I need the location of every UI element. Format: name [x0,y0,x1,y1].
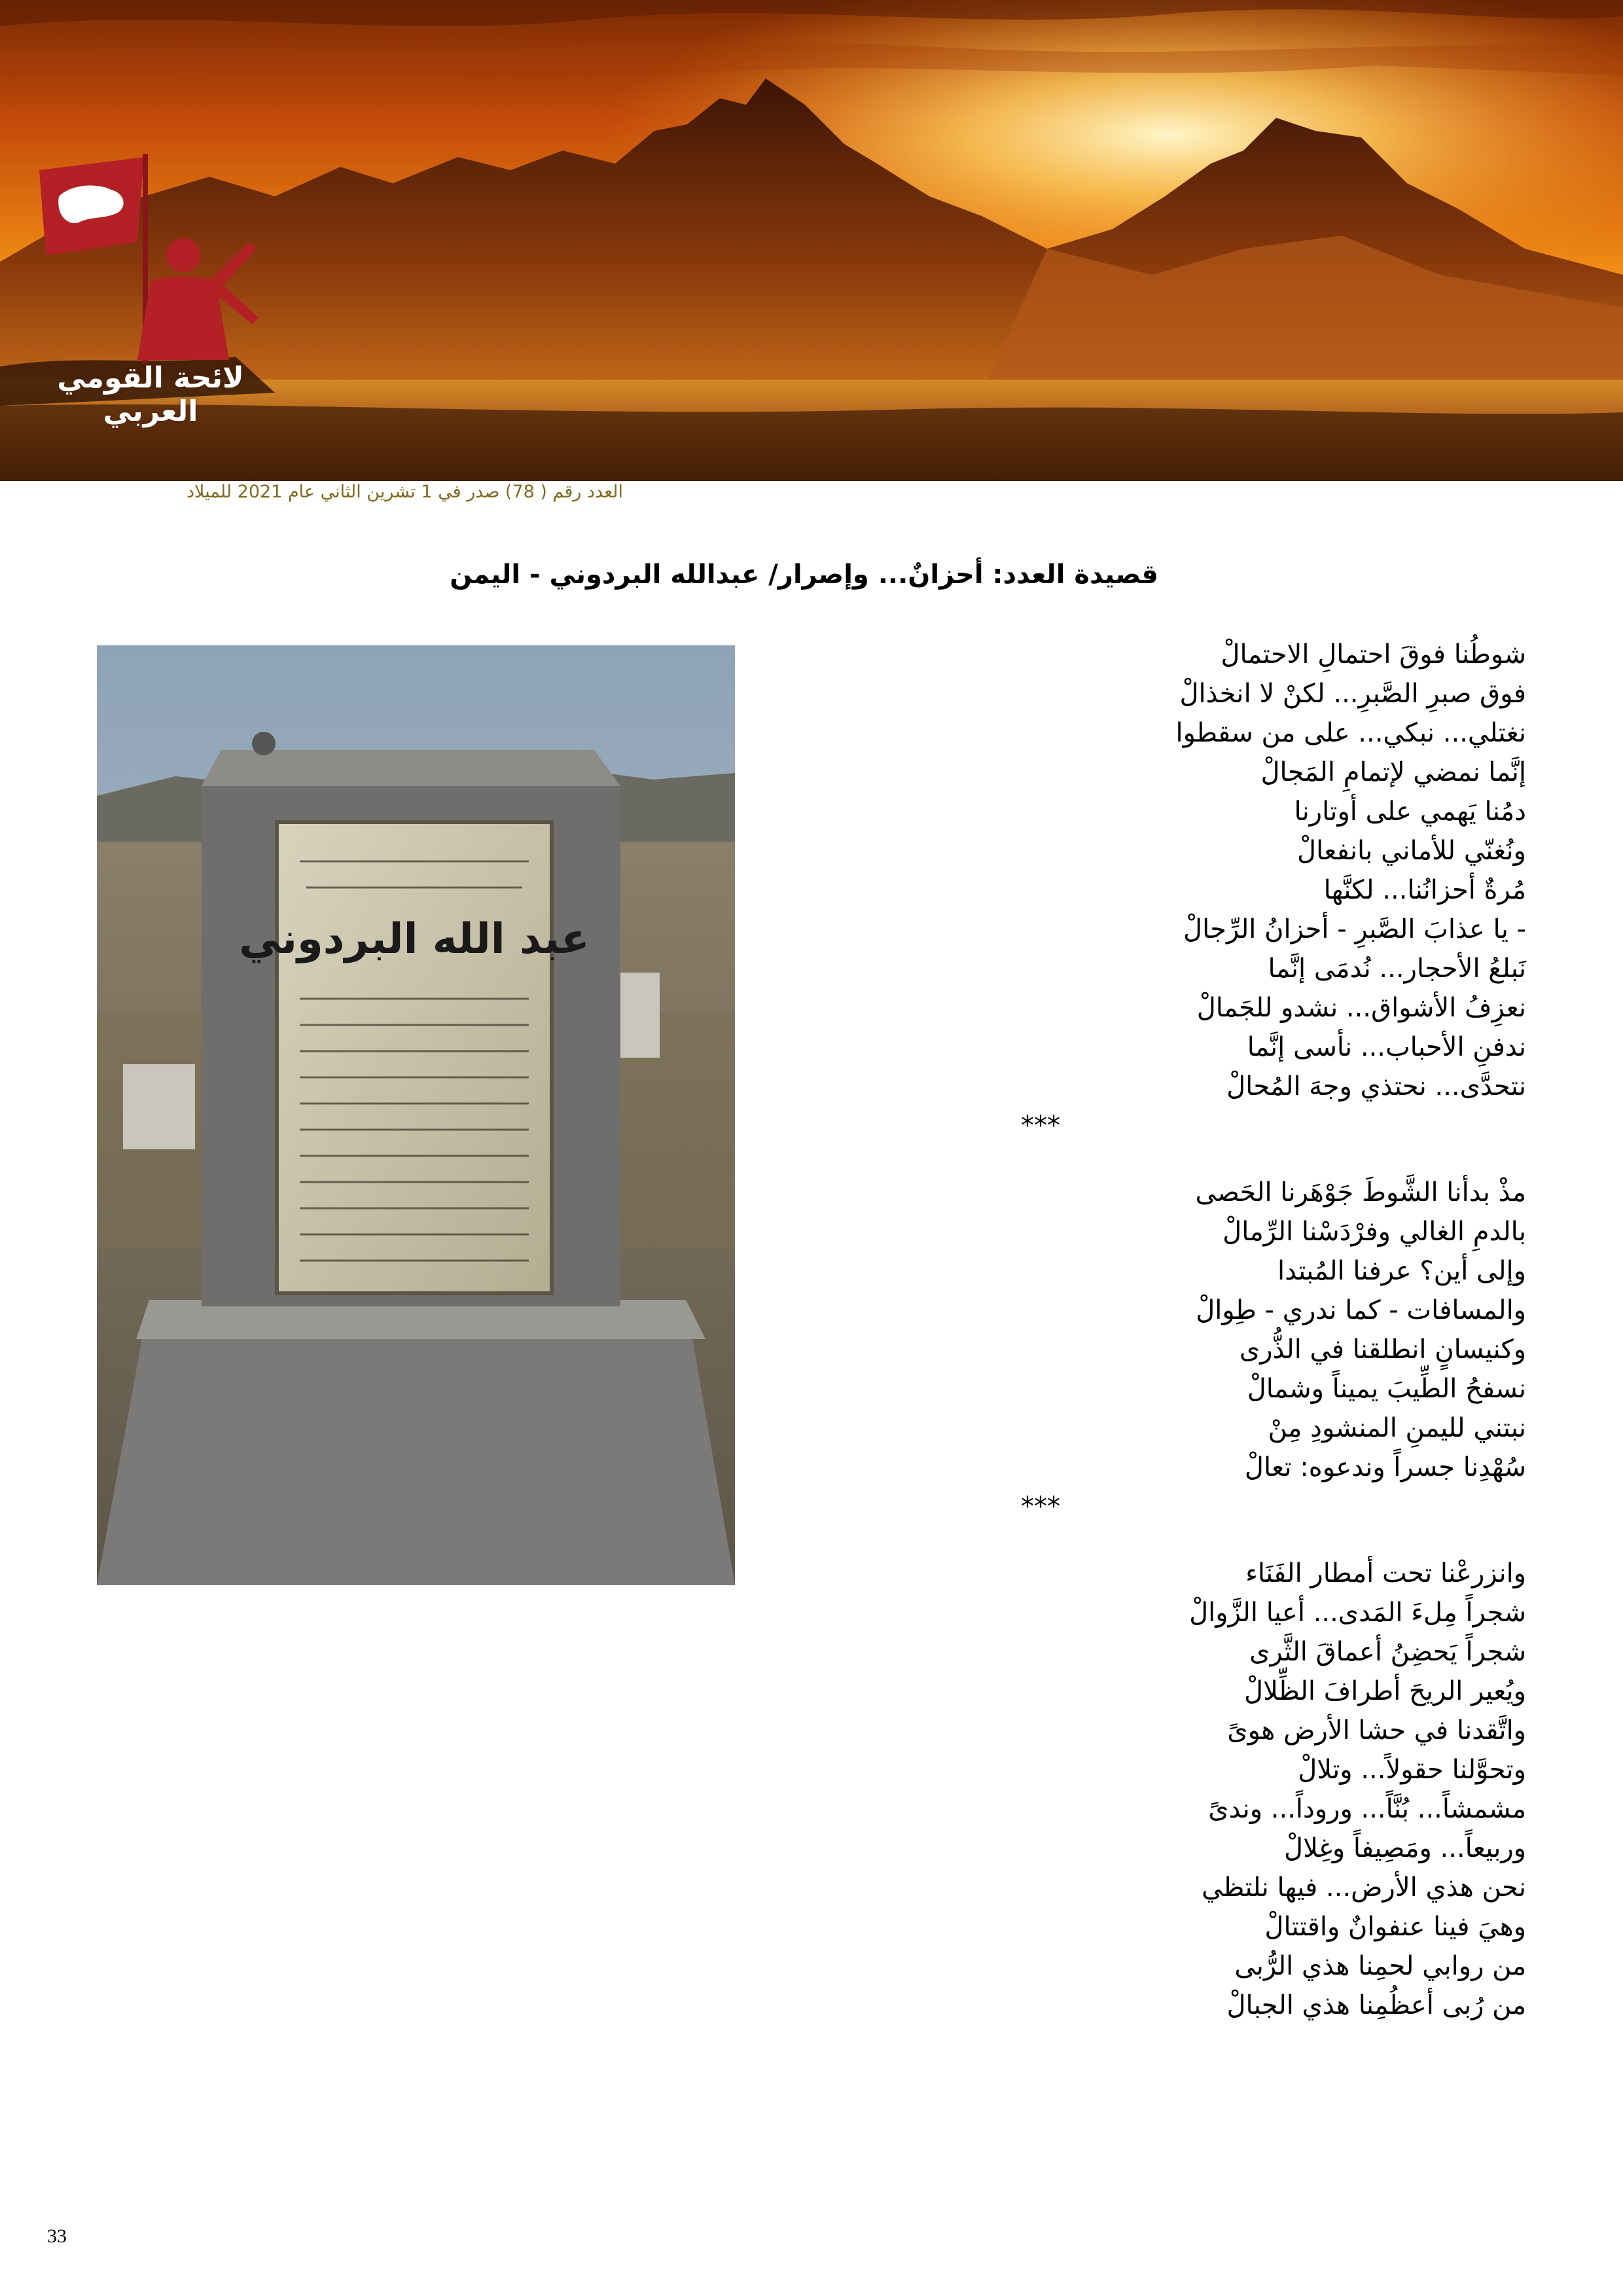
poem-verse: إنَّما نمضي لإتمامِ المَجالْ [1260,757,1526,787]
poem-verse: والمسافات - كما ندري - طِوالْ [1196,1295,1526,1325]
stanza-separator: *** [1021,1111,1060,1141]
poem-verse: نَبلعُ الأحجار... نُدمَى إنَّما [1268,954,1526,984]
stanza-separator: *** [1021,1492,1060,1522]
poem-stanza [995,1173,1526,1526]
page-number: 33 [47,2225,67,2247]
poem-verse: نسفحُ الطِّيبَ يميناً وشمالْ [1247,1374,1526,1404]
poem-verse: فوق صبرِ الصَّبرِ... لكنْ لا انخذالْ [1179,679,1526,709]
poem-verse: - يا عذابَ الصَّبرِ - أحزانُ الرِّجالْ [1183,914,1526,944]
poem-verse: مُرةٌ أحزانُنا... لكنَّها [1323,875,1526,905]
poem-title: قصيدة العدد: أحزانٌ... وإصرار/ عبدالله البردوني - اليمن [450,560,1158,590]
poem-verse: نغتلي... نبكي... على من سقطوا [1175,718,1526,748]
gravestone-photo [97,645,735,1585]
poem-verse: سُهْدِنا جسراً وندعوه: تعالْ [1244,1452,1526,1482]
logo-text: لائحة القومي العربي [57,361,244,428]
poem-verse: وإلى أين؟ عرفنا المُبتدا [1277,1256,1526,1286]
poem-verse: شجراً مِلءَ المَدى... أعيا الزَّوالْ [1189,1598,1526,1628]
poem-verse: ندفنِ الأحباب... نأسى إنَّما [1247,1032,1526,1062]
poem-verse: ونُغنّي للأماني بانفعالْ [1297,836,1526,866]
poem-verse: نحن هذي الأرض... فيها نلتظي [1202,1873,1526,1903]
poem-verse: دمُنا يَهمي على أوتارنا [1294,797,1526,827]
poem-stanza [995,635,1526,1145]
poem-verse: بالدمِ الغالي وفرْدَسْنا الرِّمالْ [1222,1217,1526,1247]
poem-stanza [995,1554,1526,2025]
poem-verse: مذْ بدأنا الشَّوطَ جَوْهَرنا الحَصى [1195,1177,1526,1208]
poem-verse: شوطُنا فوقَ احتمالِ الاحتمالْ [1221,639,1526,670]
poem-verse: وكنيسانٍ انطلقنا في الذُّرى [1239,1335,1526,1365]
poem-verse: وهيَ فينا عنفوانٌ واقتتالْ [1264,1912,1526,1942]
poem-verse: وربيعاً... ومَصِيفاً وغِلالْ [1284,1833,1526,1863]
gravestone-inscription: عبد الله البردوني [239,915,590,963]
poem-verse: من رُبى أعظُمِنا هذي الجبالْ [1226,1990,1526,2020]
poem-body [995,635,1526,2025]
poem-verse: نتحدَّى... نحتذي وجهَ المُحالْ [1226,1071,1526,1102]
poem-verse: نعزِفُ الأشواق... نشدو للجَمالْ [1196,993,1526,1023]
poem-verse: شجراً يَحضِنُ أعماقَ الثَّرى [1249,1637,1526,1667]
issue-info: العدد رقم ( 78) صدر في 1 تشرين الثاني عام 2021 للميلاد [187,482,623,502]
poem-verse: وتحوَّلنا حقولاً... وتلالْ [1298,1755,1526,1785]
poem-verse: وانزرعْنا تحت أمطار الفَنَاء [1245,1558,1526,1588]
poem-verse: مشمشاً... بُنَّاً... وروداً... وندىً [1208,1794,1526,1824]
poem-verse: واتَّقدنا في حشا الأرض هوىً [1227,1715,1526,1746]
poem-verse: من روابي لحمِنا هذي الرُّبى [1234,1951,1526,1981]
gravestone-image [97,645,735,1585]
poem-verse: ويُعير الريحَ أطرافَ الظِّلالْ [1244,1676,1526,1706]
poem-verse: نبتني لليمنِ المنشودِ مِنْ [1268,1413,1526,1443]
